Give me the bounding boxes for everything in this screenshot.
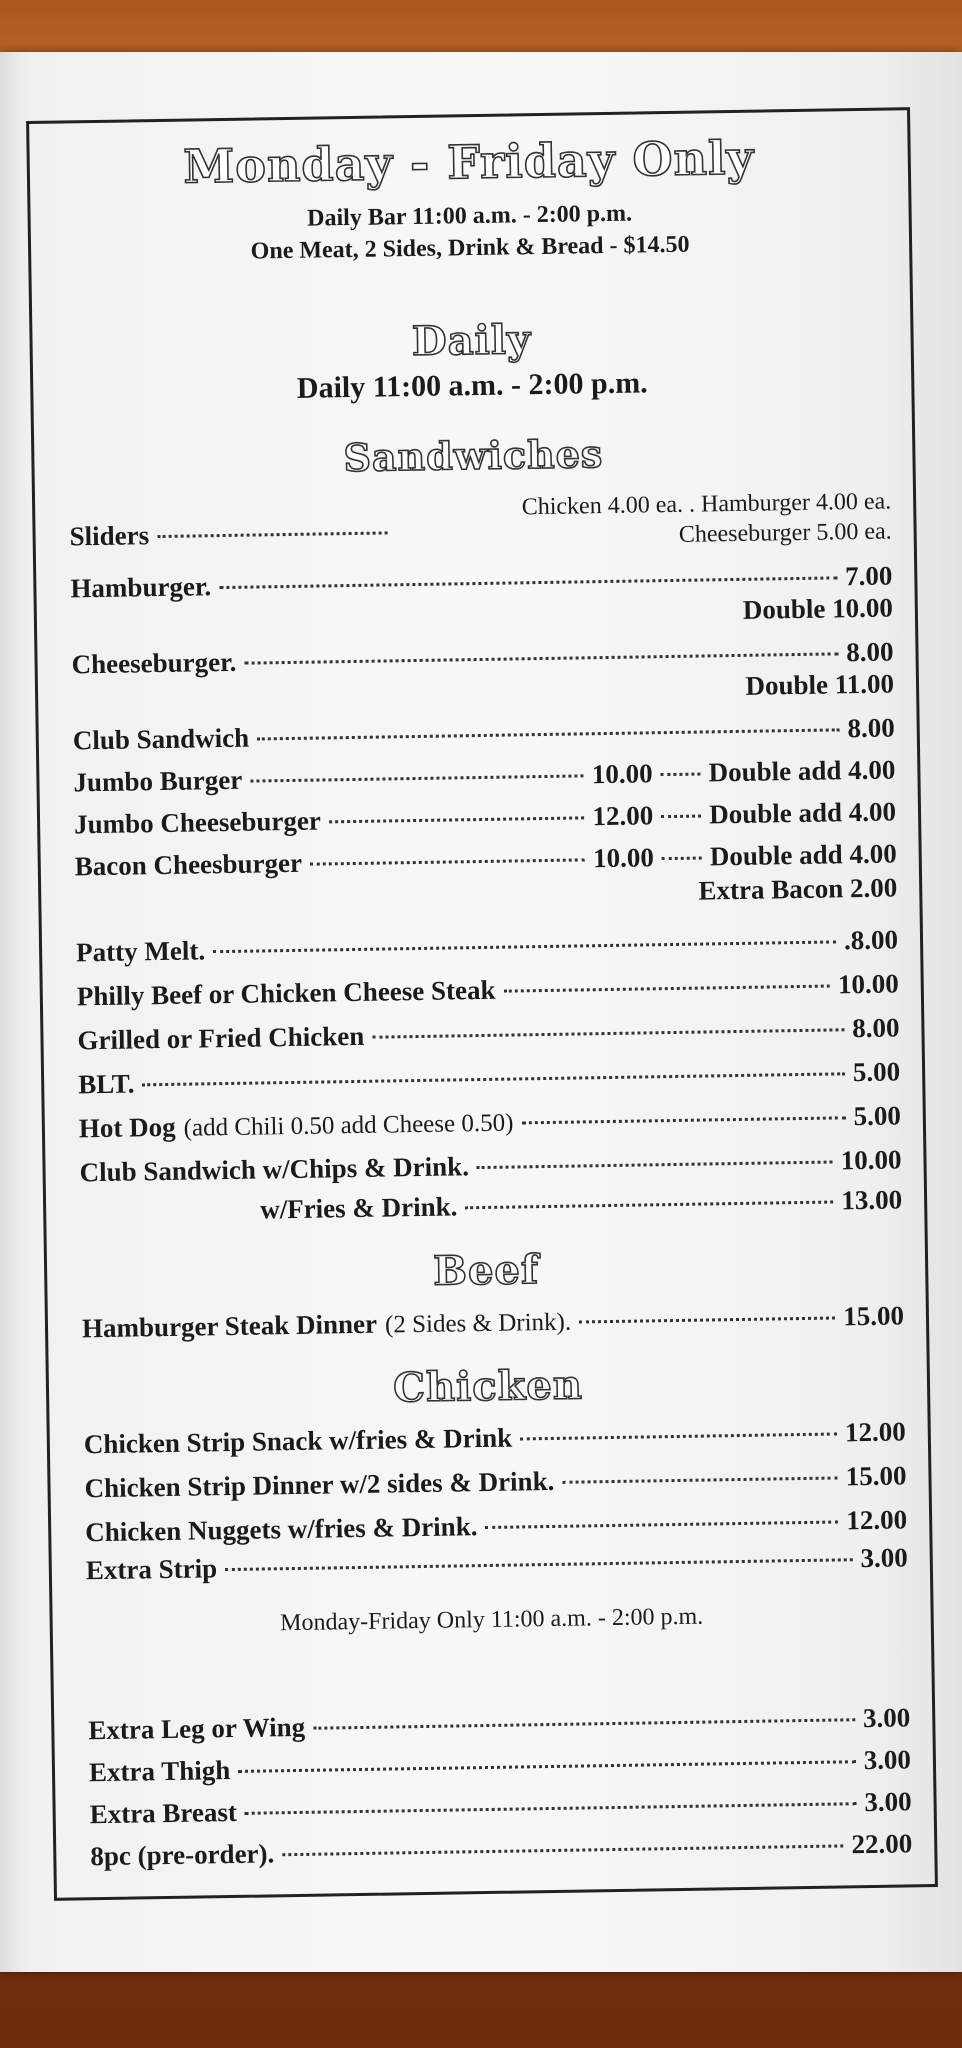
item-price: 10.00: [840, 1144, 902, 1176]
item-name: BLT.: [77, 1068, 135, 1100]
menu-item-hamburger-steak-dinner: [82, 1300, 904, 1344]
dot-leader: [313, 1718, 855, 1730]
beef-title: Beef: [432, 1246, 540, 1295]
item-price: 3.00: [863, 1744, 912, 1776]
dot-leader: [282, 1844, 843, 1856]
menu-item-chicken-strip-dinner: [84, 1460, 906, 1504]
item-name: Chicken Strip Snack w/fries & Drink: [83, 1422, 513, 1460]
dot-leader: [485, 1520, 838, 1529]
menu-item-club-sandwich: [73, 712, 895, 756]
item-price: 3.00: [860, 1542, 908, 1574]
dot-leader: [143, 1072, 845, 1086]
item-price: 12.00: [846, 1504, 908, 1536]
dot-leader: [520, 1432, 837, 1440]
item-name: Sliders: [69, 520, 150, 552]
menu-item-club-sandwich-fries: [260, 1184, 902, 1225]
item-price: 5.00: [853, 1100, 902, 1132]
weekday-title: Monday - Friday Only: [182, 130, 755, 194]
item-name: Hamburger.: [70, 571, 212, 604]
dot-leader: [225, 1558, 852, 1571]
chicken-availability-note: Monday-Friday Only 11:00 a.m. - 2:00 p.m.: [279, 1603, 704, 1637]
dot-leader: [213, 940, 836, 953]
item-name: Hamburger Steak Dinner: [81, 1308, 378, 1344]
menu-item-grilled-fried-chicken: [77, 1012, 899, 1056]
menu-page: [0, 52, 962, 1972]
item-name: Grilled or Fried Chicken: [77, 1020, 365, 1056]
item-price: 10.00: [592, 842, 655, 874]
hamburger-double-price: Double 10.00: [742, 592, 894, 625]
dot-leader: [250, 774, 584, 782]
dot-leader: [661, 773, 701, 777]
sliders-prices-line1: Chicken 4.00 ea. . Hamburger 4.00 ea.: [521, 488, 892, 521]
item-price: 10.00: [837, 968, 899, 1000]
item-price: 13.00: [841, 1184, 903, 1216]
daily-title: Daily: [411, 316, 532, 366]
item-name: Jumbo Cheeseburger: [73, 805, 322, 840]
menu-item-chicken-nuggets: [85, 1504, 907, 1548]
item-name: Club Sandwich w/Chips & Drink.: [79, 1151, 470, 1188]
menu-item-jumbo-cheeseburger: [74, 796, 896, 840]
item-extra: Double add 4.00: [709, 796, 897, 830]
menu-item-chicken-strip-snack: [84, 1416, 906, 1460]
item-price: 3.00: [862, 1702, 911, 1734]
item-price: .8.00: [843, 924, 899, 956]
menu-item-club-sandwich-chips: [79, 1144, 901, 1188]
item-name: Philly Beef or Chicken Cheese Steak: [76, 974, 496, 1012]
item-name: w/Fries & Drink.: [259, 1191, 458, 1225]
menu-item-extra-leg-or-wing: [88, 1702, 910, 1746]
sliders-prices-line2: Cheeseburger 5.00 ea.: [678, 518, 892, 548]
item-price: 8.00: [846, 636, 894, 668]
item-price: 7.00: [844, 560, 893, 592]
item-price: 12.00: [844, 1416, 907, 1448]
menu-item-jumbo-burger: [73, 754, 895, 798]
item-name: Chicken Strip Dinner w/2 sides & Drink.: [84, 1465, 555, 1504]
item-price: 8.00: [847, 712, 895, 744]
menu-item-hot-dog: [79, 1100, 901, 1144]
item-price: 15.00: [842, 1300, 905, 1332]
dot-leader: [372, 1028, 844, 1038]
item-name: Extra Strip: [85, 1553, 218, 1586]
dot-leader: [310, 858, 585, 865]
item-price: 5.00: [852, 1056, 901, 1088]
chicken-title: Chicken: [392, 1361, 584, 1412]
extra-bacon-price: Extra Bacon 2.00: [698, 872, 898, 906]
item-extra: Double add 4.00: [708, 754, 896, 788]
menu-item-extra-thigh: [89, 1744, 911, 1788]
menu-item-blt: [78, 1056, 900, 1100]
dot-leader: [219, 576, 837, 589]
menu-item-extra-strip: [86, 1542, 908, 1586]
menu-item-extra-breast: [89, 1786, 911, 1830]
daily-bar-offer: One Meat, 2 Sides, Drink & Bread - $14.50: [250, 231, 690, 265]
item-name: Jumbo Burger: [73, 764, 243, 798]
item-name: Hot Dog: [78, 1111, 176, 1144]
item-name: Cheeseburger.: [71, 646, 237, 680]
menu-border-frame: [26, 107, 938, 1901]
item-price: 10.00: [591, 758, 653, 790]
dot-leader: [521, 1116, 845, 1124]
item-name: Extra Thigh: [88, 1755, 231, 1788]
item-name: Extra Breast: [89, 1796, 238, 1830]
item-name: Chicken Nuggets w/fries & Drink.: [85, 1511, 478, 1548]
dot-leader: [257, 728, 839, 740]
dot-leader: [579, 1316, 835, 1323]
dot-leader: [477, 1161, 833, 1170]
item-note: (2 Sides & Drink).: [384, 1308, 572, 1339]
menu-item-patty-melt: [76, 924, 898, 968]
menu-item-8pc-pre-order: [90, 1828, 912, 1872]
dot-leader: [244, 652, 838, 664]
dot-leader: [504, 985, 831, 993]
dot-leader: [661, 815, 701, 819]
item-price: 15.00: [845, 1460, 907, 1492]
item-name: Extra Leg or Wing: [88, 1711, 306, 1746]
item-note: (add Chili 0.50 add Cheese 0.50): [183, 1109, 514, 1142]
daily-bar-hours: Daily Bar 11:00 a.m. - 2:00 p.m.: [306, 200, 633, 232]
dot-leader: [562, 1476, 837, 1483]
item-price: 22.00: [851, 1828, 913, 1860]
item-name: 8pc (pre-order).: [90, 1838, 275, 1872]
dot-leader: [238, 1760, 855, 1773]
dot-leader: [157, 531, 387, 538]
daily-hours: Daily 11:00 a.m. - 2:00 p.m.: [296, 366, 648, 405]
cheeseburger-double-price: Double 11.00: [745, 668, 895, 701]
item-name: Club Sandwich: [72, 722, 250, 756]
item-price: 8.00: [851, 1012, 900, 1044]
item-name: Bacon Cheesburger: [74, 847, 303, 882]
item-name: Patty Melt.: [75, 935, 206, 968]
menu-item-philly-cheese-steak: [77, 968, 899, 1012]
item-price: 12.00: [592, 800, 654, 832]
dot-leader: [662, 857, 702, 861]
dot-leader: [245, 1802, 856, 1815]
dot-leader: [465, 1201, 833, 1210]
item-price: 3.00: [864, 1786, 912, 1818]
item-extra: Double add 4.00: [709, 838, 897, 872]
sandwiches-title: Sandwiches: [343, 431, 604, 481]
dot-leader: [329, 816, 585, 823]
